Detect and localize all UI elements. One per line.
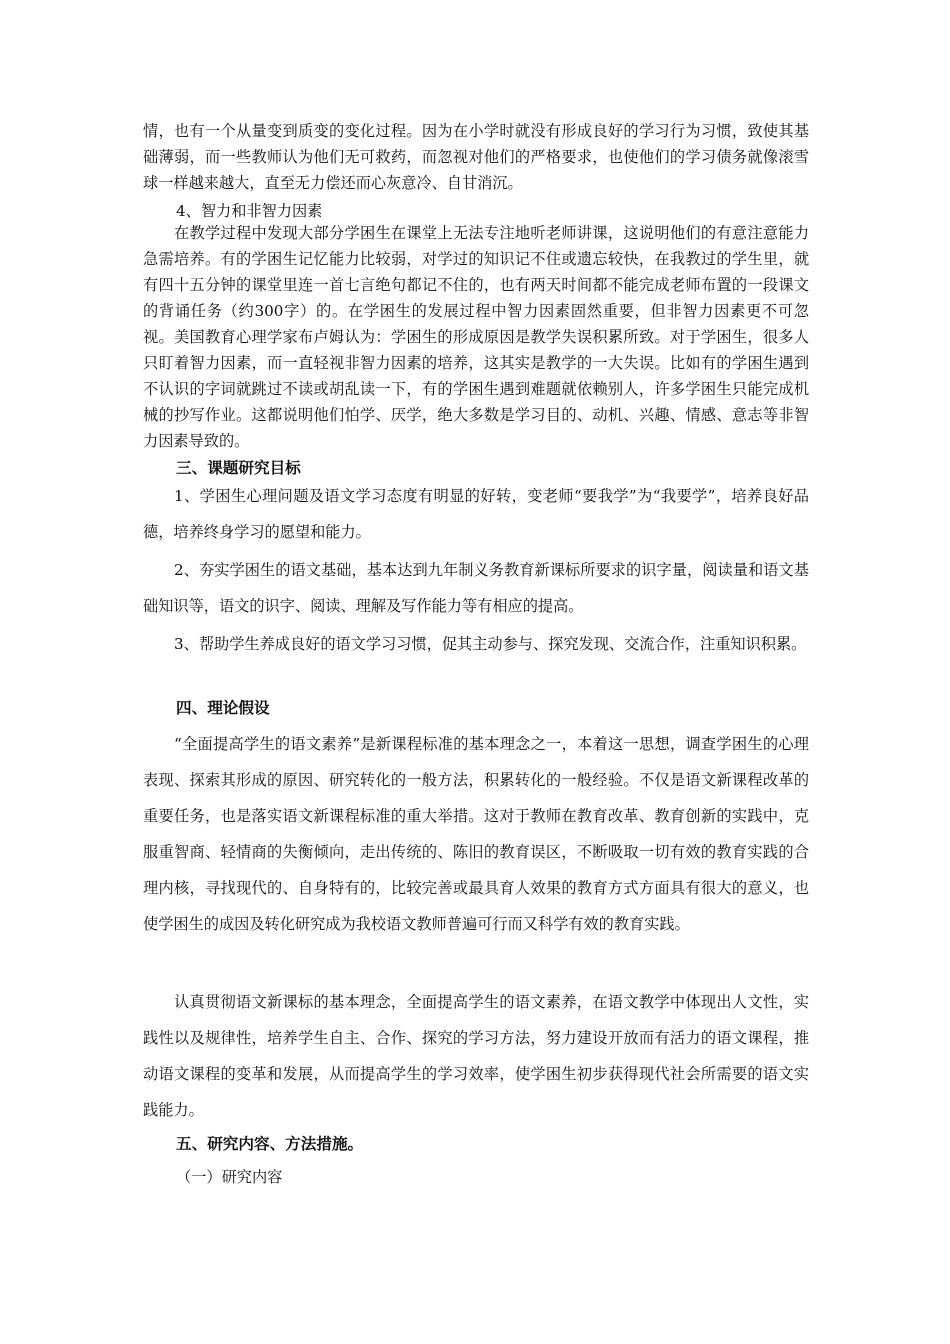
section-heading-research-goals: 三、课题研究目标 — [176, 459, 301, 477]
goal-item-2: 2、夯实学困生的语文基础，基本达到九年制义务教育新课标所要求的识字量，阅读量和语文基础知识等，语文的识字、阅读、理解及写作能力等有相应的提高。 — [143, 561, 809, 615]
goal-item-1: 1、学困生心理问题及语文学习态度有明显的好转，变老师“要我学”为“我要学”，培养良好品德，培养终身学习的愿望和能力。 — [143, 487, 809, 541]
paragraph-theory-1: “全面提高学生的语文素养”是新课程标准的基本理念之一，本着这一思想，调查学困生的心理表现、探索其形成的原因、研究转化的一般方法，积累转化的一般经验。不仅是语文新课程改革的重要任务，也是落实语文新课程标准的重大举措。这对于教师在教育改革、教育创新的实践中，克服重智商、轻情商的失衡倾向，走出传统的、陈旧的教育误区，不断吸取一切有效的教育实践的合理内核，寻找现代的、自身特有的，比较完善或最具育人效果的教育方式方面具有很大的意义，也使学困生的成因及转化研究成为我校语文教师普遍可行而又科学有效的教育实践。 — [143, 735, 809, 933]
subheading-research-content: （一）研究内容 — [176, 1168, 283, 1186]
goal-item-3: 3、帮助学生养成良好的语文学习习惯，促其主动参与、探究发现、交流合作，注重知识积累。 — [174, 635, 807, 653]
paragraph-causes-continued: 情，也有一个从量变到质变的变化过程。因为在小学时就没有形成良好的学习行为习惯，致使其基础薄弱，而一些教师认为他们无可救药，而忽视对他们的严格要求，也使他们的学习债务就像滚雪球一样越来越大，直至无力偿还而心灰意冷、自甘消沉。 — [143, 122, 809, 192]
section-heading-theory: 四、理论假设 — [176, 699, 270, 717]
paragraph-intelligence-factors: 在教学过程中发现大部分学困生在课堂上无法专注地听老师讲课，这说明他们的有意注意能力急需培养。有的学困生记忆能力比较弱，对学过的知识记不住或遗忘较快，在我教过的学生里，就有四十五分钟的课堂里连一首七言绝句都记不住的，也有两天时间都不能完成老师布置的一段课文的背诵任务（约300字）的。在学困生的发展过程中智力因素固然重要，但非智力因素更不可忽视。美国教育心理学家布卢姆认为：学困生的形成原因是教学失误积累所致。对于学困生，很多人只盯着智力因素，而一直轻视非智力因素的培养，这其实是教学的一大失误。比如有的学困生遇到不认识的字词就跳过不读或胡乱读一下，有的学困生遇到难题就依赖别人，许多学困生只能完成机械的抄写作业。这都说明他们怕学、厌学，绝大多数是学习目的、动机、兴趣、情感、意志等非智力因素导致的。 — [143, 224, 809, 450]
paragraph-theory-2: 认真贯彻语文新课标的基本理念，全面提高学生的语文素养，在语文教学中体现出人文性，实践性以及规律性，培养学生自主、合作、探究的学习方法，努力建设开放而有活力的语文课程，推动语文课程的变革和发展，从而提高学生的学习效率，使学困生初步获得现代社会所需要的语文实践能力。 — [143, 993, 809, 1119]
section-heading-content-methods: 五、研究内容、方法措施。 — [176, 1135, 364, 1153]
subheading-intelligence-factors: 4、智力和非智力因素 — [176, 202, 323, 220]
